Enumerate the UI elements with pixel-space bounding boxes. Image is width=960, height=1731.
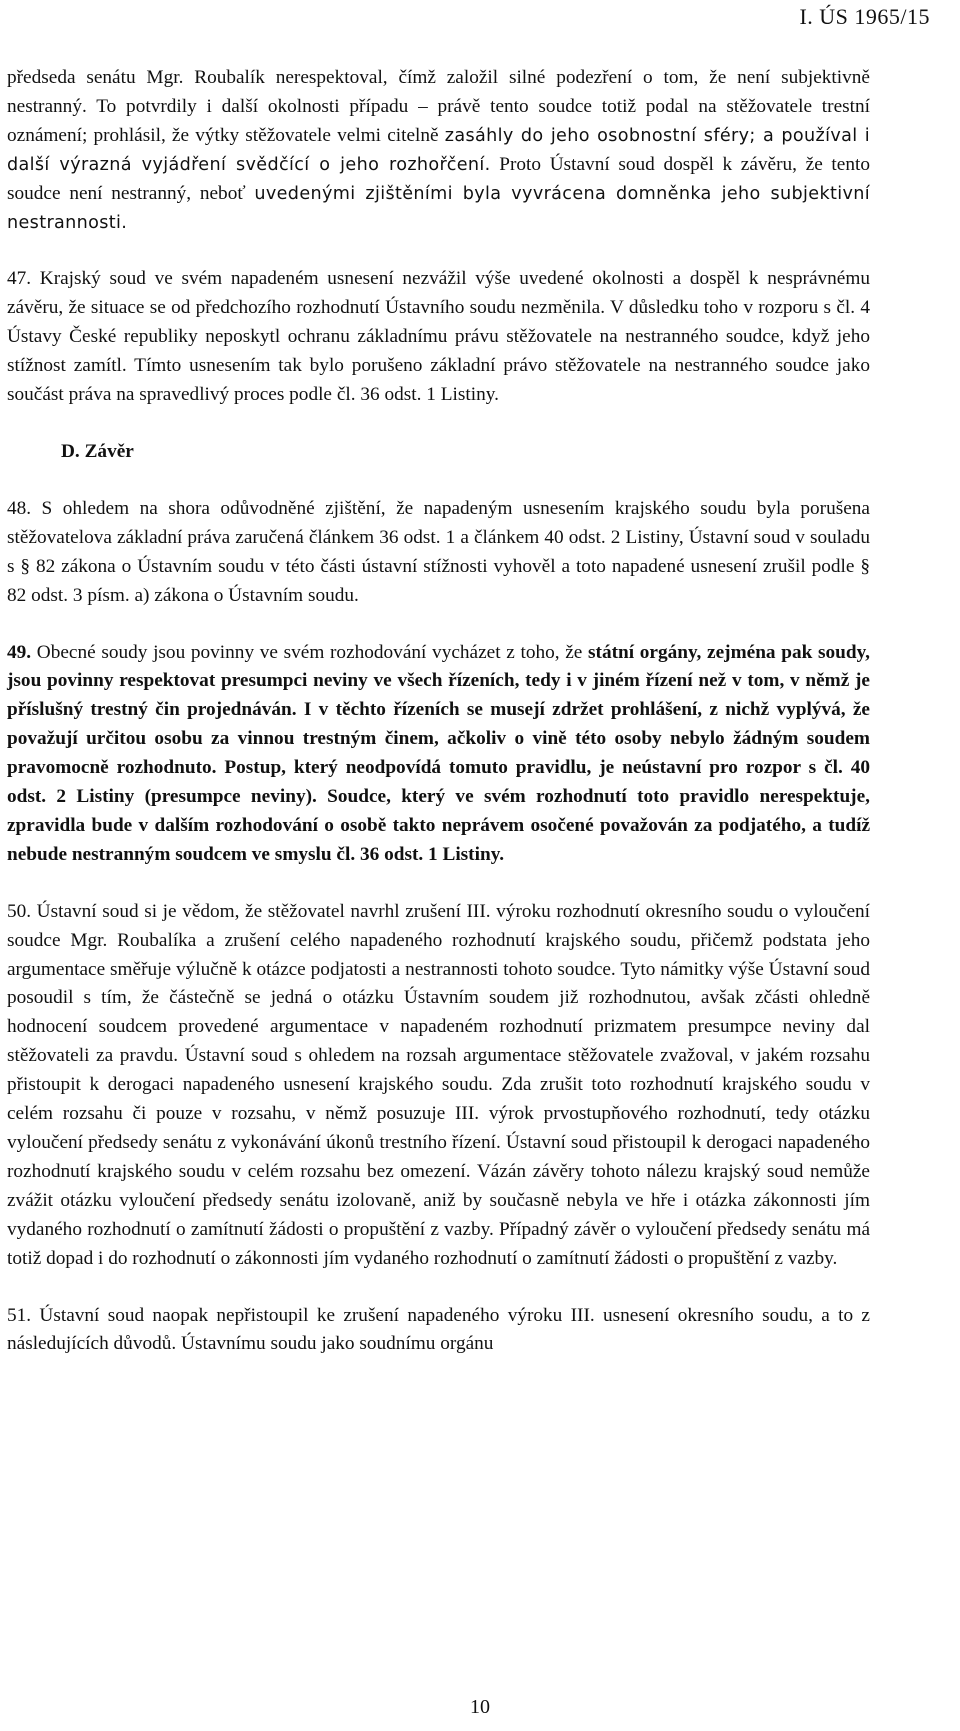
text-run: státní orgány, zejména pak soudy, jsou povinny respektovat presumpci neviny ve všech řízeních, tedy i v jiném řízení než v tom, v němž je příslušný trestný čin projednáván. I v těchto řízeních se musejí zdržet prohlášení, z nichž vyplývá, že považují určitou osobu za vinnou trestným činem, ačkoliv o vině této osoby nebylo žádným soudem pravomocně rozhodnuto. Postup, který neodpovídá tomuto pravidlu, je neústavní pro rozpor s čl. 40 odst. 2 Listiny (presumpce neviny). Soudce, který ve svém rozhodnutí toto pravidlo nerespektuje, zpravidla bude v dalším rozhodování o osobě takto neprávem osočené považován za podjatého, a tudíž nebude nestranným soudcem ve smyslu čl. 36 odst. 1 Listiny. <box>7 641 870 865</box>
paragraph <box>7 898 870 1274</box>
page-number: 10 <box>470 1696 490 1718</box>
text-run: uvedenými zjištěními byla vyvrácena domněnka jeho subjektivní nestrannosti. <box>7 183 870 233</box>
text-run: 49. <box>7 641 32 663</box>
text-run: 50. Ústavní soud si je vědom, že stěžovatel navrhl zrušení III. výroku rozhodnutí okresního soudu o vyloučení soudce Mgr. Roubalíka a zrušení celého napadeného rozhodnutí krajského soudu, přičemž podstata jeho argumentace směřuje výlučně k otázce podjatosti a nestrannosti tohoto soudce. Tyto námitky výše Ústavní soud posoudil s tím, že částečně se jedná o otázku Ústavním soudem již rozhodnutou, avšak zčásti ohledně hodnocení soudcem provedené argumentace v napadeném rozhodnutí prizmatem presumpce neviny dal stěžovateli za pravdu. Ústavní soud s ohledem na rozsah argumentace stěžovatele zvažoval, v jakém rozsahu přistoupit k derogaci napadeného usnesení krajského soudu. Zda zrušit toto rozhodnutí krajského soudu v celém rozsahu či pouze v rozsahu, v němž posuzuje III. výrok prvostupňového rozhodnutí, tedy otázku vyloučení předsedy senátu z vykonávání úkonů trestního řízení. Ústavní soud přistoupil k derogaci napadeného rozhodnutí krajského soudu v celém rozsahu bez omezení. Vázán závěry tohoto nálezu krajský soud nemůže zvážit otázku vyloučení předsedy senátu izolovaně, aniž by současně nebyla ve hře i otázka zákonnosti jím vydaného rozhodnutí o zamítnutí žádosti o propuštění z vazby. Případný závěr o vyloučení předsedy senátu má totiž dopad i do rozhodnutí o zákonnosti jím vydaného rozhodnutí o zamítnutí žádosti o propuštění z vazby. <box>7 900 870 1269</box>
text-run: Obecné soudy jsou povinny ve svém rozhodování vycházet z toho, že <box>31 641 589 663</box>
text-run: Proto Ústavní soud dospěl k závěru, že tento soudce není nestranný, neboť <box>7 153 870 204</box>
text-run: zasáhly do jeho osobnostní sféry; a používal i další výrazná vyjádření svědčící o jeho rozhořčení. <box>7 125 870 175</box>
text-run: 51. Ústavní soud naopak nepřistoupil ke zrušení napadeného výroku III. usnesení okresního soudu, a to z následujících důvodů. Ústavnímu soudu jako soudnímu orgánu <box>7 1304 870 1355</box>
paragraph <box>7 495 870 611</box>
paragraph <box>7 265 870 410</box>
paragraph-spacer <box>7 237 870 265</box>
paragraph-spacer <box>7 870 870 898</box>
paragraph <box>7 1302 870 1360</box>
section-heading: D. Závěr <box>61 440 134 462</box>
paragraph <box>7 64 870 237</box>
text-run: 47. Krajský soud ve svém napadeném usnesení nezvážil výše uvedené okolnosti a dospěl k nesprávnému závěru, že situace se od předchozího rozhodnutí Ústavního soudu nezměnila. V důsledku toho v rozporu s čl. 4 Ústavy České republiky neposkytl ochranu základnímu právu stěžovatele na nestranného soudce, když jeho stížnost zamítl. Tímto usnesením tak bylo porušeno základní právo stěžovatele na nestranného soudce jako součást práva na spravedlivý proces podle čl. 36 odst. 1 Listiny. <box>7 268 870 406</box>
text-run: 48. S ohledem na shora odůvodněné zjištění, že napadeným usnesením krajského soudu byla porušena stěžovatelova základní práva zaručená článkem 36 odst. 1 a článkem 40 odst. 2 Listiny, Ústavní soud v souladu s § 82 zákona o Ústavním soudu v této části ústavní stížnosti vyhověl a toto napadené usnesení zrušil podle § 82 odst. 3 písm. a) zákona o Ústavním soudu. <box>7 497 870 606</box>
paragraph-spacer <box>7 467 870 495</box>
paragraph <box>7 639 870 870</box>
paragraph-spacer <box>7 410 870 438</box>
case-reference: I. ÚS 1965/15 <box>799 4 930 29</box>
document-body <box>7 64 870 1359</box>
paragraph-spacer <box>7 611 870 639</box>
text-run: předseda senátu Mgr. Roubalík nerespektoval, čímž založil silné podezření o tom, že není subjektivně nestranný. To potvrdily i další okolnosti případu – právě tento soudce totiž podal na stěžovatele trestní oznámení; prohlásil, že výtky stěžovatele velmi citelně <box>7 67 870 146</box>
paragraph-spacer <box>7 1274 870 1302</box>
